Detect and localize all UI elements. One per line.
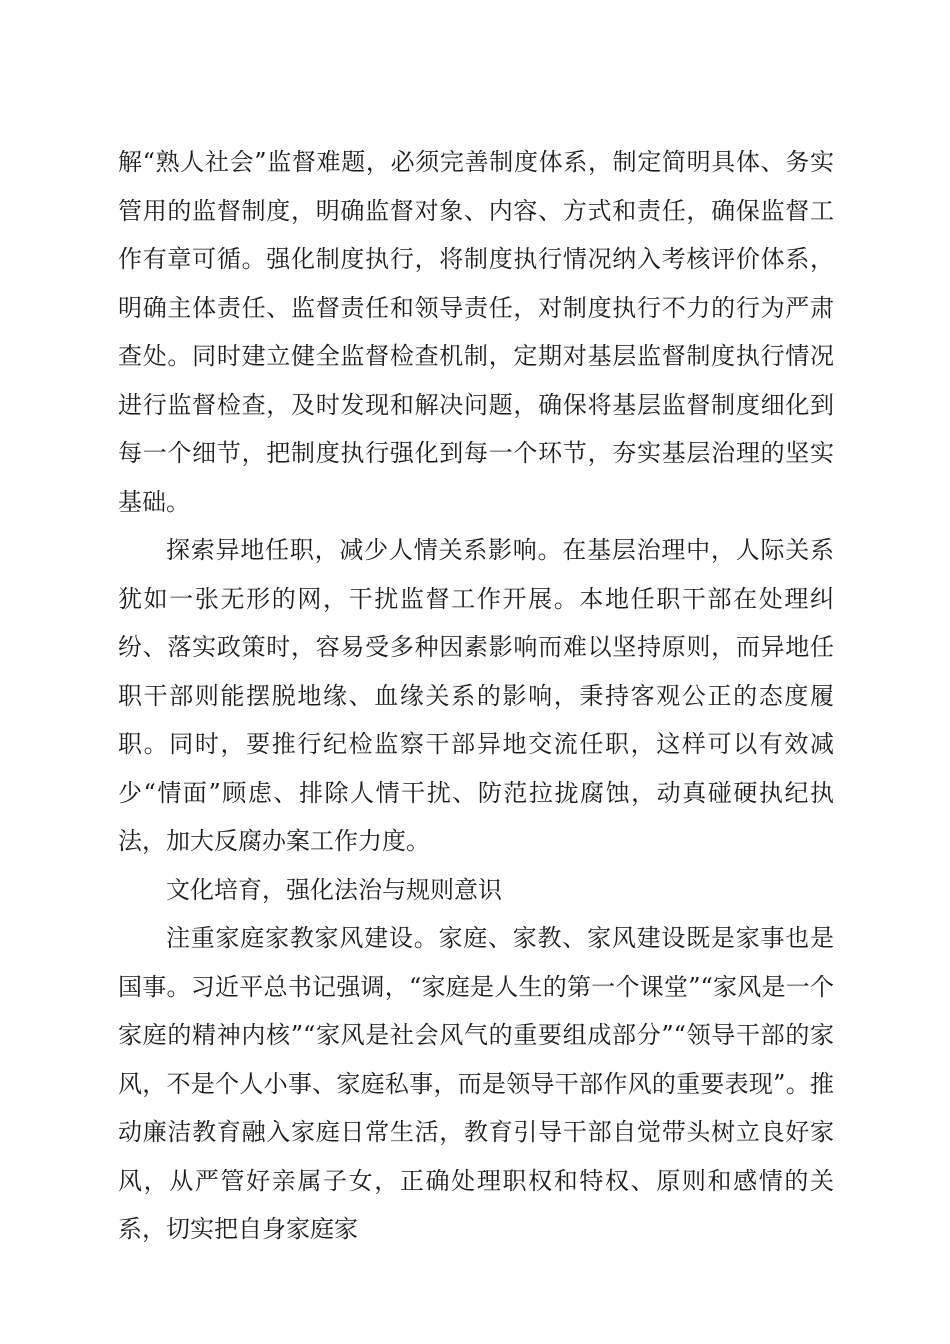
document-body — [118, 138, 834, 1254]
paragraph-remote-appointment: 探索异地任职，减少人情关系影响。在基层治理中，人际关系犹如一张无形的网，干扰监督工作开展。本地任职干部在处理纠纷、落实政策时，容易受多种因素影响而难以坚持原则，而异地任职干部则能摆脱地缘、血缘关系的影响，秉持客观公正的态度履职。同时，要推行纪检监察干部异地交流任职，这样可以有效减少“情面”顾虑、排除人情干扰、防范拉拢腐蚀，动真碰硬执纪执法，加大反腐办案工作力度。 — [118, 536, 834, 855]
paragraph-continued: 解“熟人社会”监督难题，必须完善制度体系，制定简明具体、务实管用的监督制度，明确监督对象、内容、方式和责任，确保监督工作有章可循。强化制度执行，将制度执行情况纳入考核评价体系，明确主体责任、监督责任和领导责任，对制度执行不力的行为严肃查处。同时建立健全监督检查机制，定期对基层监督制度执行情况进行监督检查，及时发现和解决问题，确保将基层监督制度细化到每一个细节，把制度执行强化到每一个环节，夯实基层治理的坚实基础。 — [118, 148, 834, 516]
section-heading: 文化培育，强化法治与规则意识 — [166, 875, 502, 904]
paragraph-family-values: 注重家庭家教家风建设。家庭、家教、家风建设既是家事也是国事。习近平总书记强调，“家庭是人生的第一个课堂”“家风是一个家庭的精神内核”“家风是社会风气的重要组成部分”“领导干部的家风，不是个人小事、家庭私事，而是领导干部作风的重要表现”。推动廉洁教育融入家庭日常生活，教育引导干部自觉带头树立良好家风，从严管好亲属子女，正确处理职权和特权、原则和感情的关系，切实把自身家庭家 — [118, 924, 834, 1243]
